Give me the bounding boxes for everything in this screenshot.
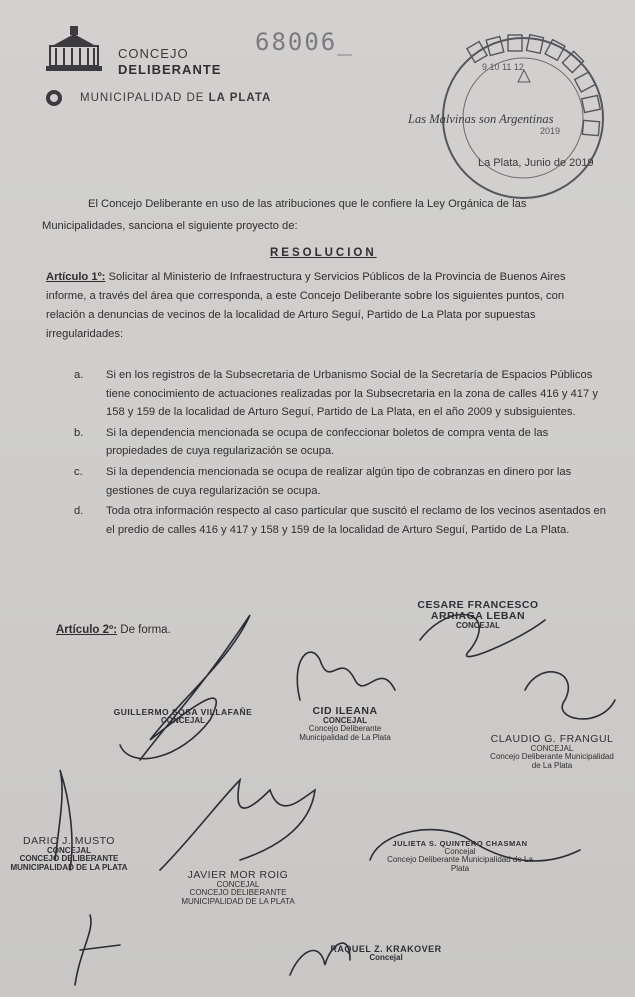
signature-role: CONCEJAL (530, 744, 574, 754)
signature-role: CONCEJAL (46, 846, 91, 856)
signature-name: RAQUEL Z. KRAKOVER (330, 944, 442, 954)
signature-role: CONCEJAL (455, 621, 500, 631)
signature-role: CONCEJAL (160, 715, 205, 725)
signature-block (380, 840, 540, 873)
signature-org: CONCEJO DELIBERANTE MUNICIPALIDAD DE LA PLATA (181, 888, 295, 906)
signature-name: JAVIER MOR ROIG (187, 869, 289, 881)
signature-block (4, 836, 134, 872)
org-name-line2: DELIBERANTE (118, 62, 222, 77)
stamp-slogan: Las Malvinas son Argentinas (408, 112, 554, 126)
expediente-number: 68006_ (255, 28, 354, 56)
signature-block (326, 945, 446, 963)
document-title: RESOLUCION (270, 247, 377, 259)
signature-name: CESARE FRANCESCO ARRIAGA LEBAN (417, 599, 539, 623)
intro-paragraph: El Concejo Deliberante en uso de las atribuciones que le confiere la Ley Orgánica de las Municipalidades, sanciona el siguiente proyecto de: (42, 198, 527, 232)
signature-block (488, 734, 616, 770)
signature-org: Concejo Deliberante Municipalidad de La Plata (387, 855, 533, 873)
list-item-text: Si la dependencia mencionada se ocupa de confeccionar boletos de compra venta de las propiedades de cuya regularización se ocupa. (106, 426, 549, 458)
signature-org: Concejo Deliberante Municipalidad de La Plata (299, 724, 391, 742)
list-item-marker: c. (74, 465, 83, 478)
signature-block (168, 870, 308, 906)
signature-role: Concejal (369, 953, 403, 963)
article-1-text: Solicitar al Ministerio de Infraestructura y Servicios Públicos de la Provincia de Buenos Aires informe, a través del área que corresponda, a este Concejo Deliberante sobre los siguientes puntos, con relación a denuncias de vecinos de la localidad de Arturo Seguí, Partido de La Plata por supuestas irregularidades: (46, 271, 566, 340)
municipality-city: LA PLATA (208, 92, 272, 104)
municipality-prefix: MUNICIPALIDAD DE (80, 92, 205, 104)
signature-name: JULIETA S. QUINTERO CHASMAN (392, 839, 528, 848)
list-item-text: Si en los registros de la Subsecretaria de Urbanismo Social de la Secretaría de Espacios Públicos tiene conocimiento de actuaciones realizadas por la Subsecretaria en la zona de calles 416 y 417 y 158 y 159 de la localidad de Arturo Seguí, Partido de La Plata, en el año 2009 y subsiguientes. (106, 369, 598, 419)
list-item-marker: a. (74, 369, 84, 381)
signature-block (408, 600, 548, 630)
signature-role: Concejal (444, 846, 476, 856)
signature-org: CONCEJO DELIBERANTE MUNICIPALIDAD DE LA PLATA (10, 854, 128, 872)
date-line: La Plata, Junio de 2019 (478, 157, 594, 169)
list-item-marker: d. (74, 505, 84, 518)
signature-org: Concejo Deliberante Municipalidad de La Plata (490, 752, 614, 770)
list-item-marker: b. (74, 426, 84, 439)
signature-block (290, 706, 400, 742)
article-2-text: De forma. (117, 624, 171, 636)
stamp-year: 2019 (540, 126, 561, 136)
signature-role: CONCEJAL (322, 716, 367, 726)
signature-block (108, 708, 258, 725)
signature-name: CID ILEANA (312, 705, 378, 717)
article-1-label: Artículo 1º: (46, 271, 106, 283)
signature-role: CONCEJAL (216, 880, 260, 890)
article-2-label: Artículo 2º: (56, 624, 118, 636)
list-item-text: Toda otra información respecto al caso particular que suscitó el reclamo de los vecinos asentados en el predio de calles 416 y 417 y 158 y 159 de la localidad de Arturo Seguí, Partido de La Plata. (106, 505, 606, 536)
org-name-line1: CONCEJO (118, 46, 189, 61)
list-item-text: Si la dependencia mencionada se ocupa de realizar algún tipo de cobranzas en dinero por las gestiones de cuya regularización se ocupa. (106, 465, 572, 497)
signature-name: DARIO J. MUSTO (23, 835, 115, 847)
signature-name: GUILLERMO SOSA VILLAFAÑE (113, 707, 253, 717)
svg-text:9 10 11 12: 9 10 11 12 (482, 62, 524, 72)
signature-name: CLAUDIO G. FRANGUL (490, 733, 614, 745)
